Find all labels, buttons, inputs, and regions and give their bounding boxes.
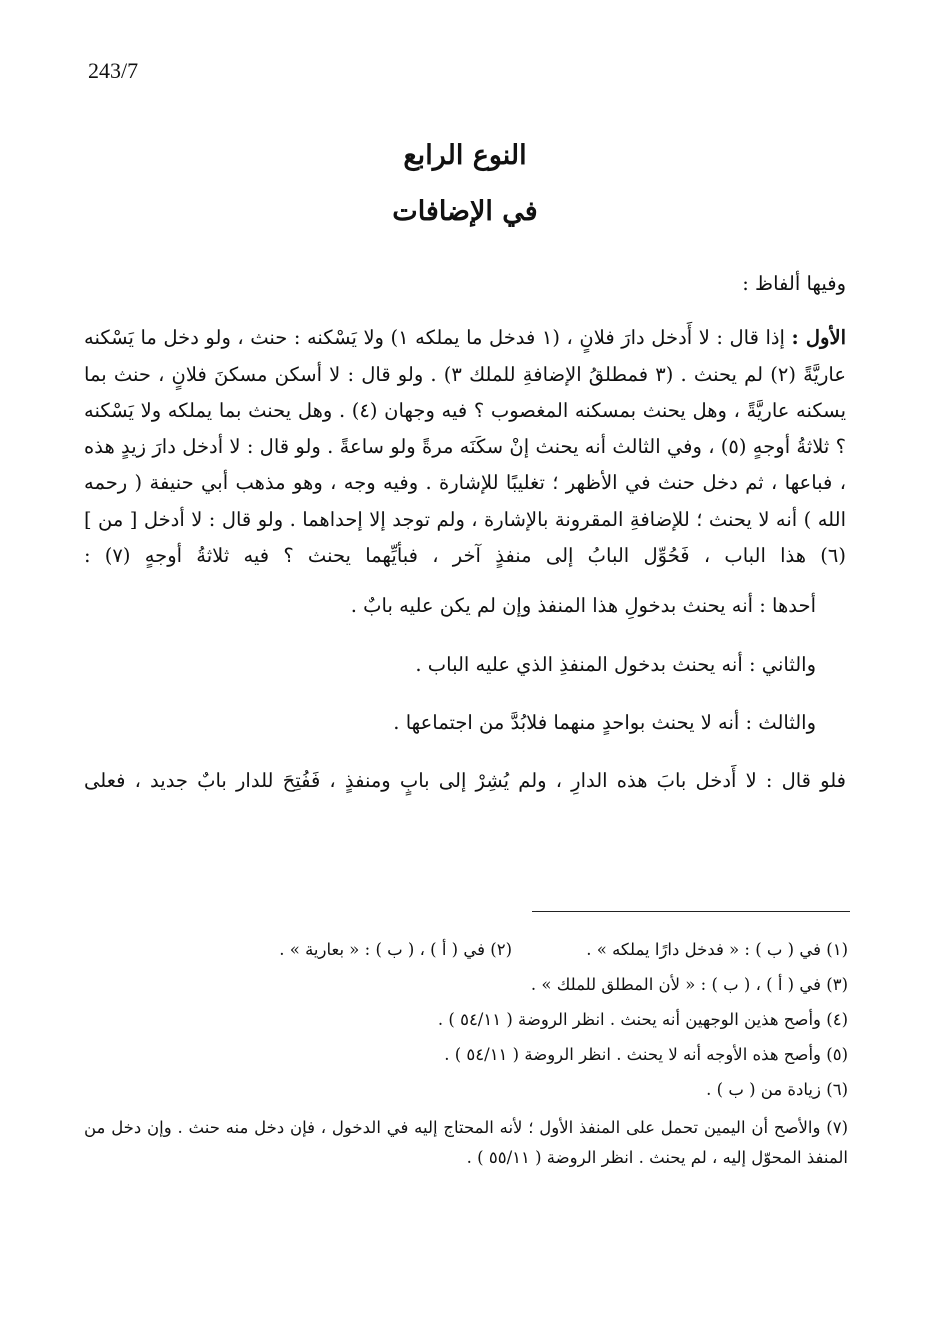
footnote-2: (٢) في ( أ ) ، ( ب ) : « بعارية » .: [279, 940, 512, 959]
page-number: 243/7: [88, 58, 139, 83]
footnote-6: (٦) زيادة من ( ب ) .: [706, 1080, 848, 1099]
chapter-title: النوع الرابع: [403, 140, 527, 171]
footnote-7-cont: المنفذ المحوّل إليه ، لم يحنث . انظر الروضة ( ٥٥/١١ ) .: [466, 1148, 848, 1167]
footnote-row: [84, 932, 848, 967]
first-label: الأول :: [791, 326, 846, 350]
intro-line: وفيها ألفاظ :: [742, 272, 846, 295]
chapter-subtitle: في الإضافات: [392, 196, 538, 227]
footnote-5: (٥) وأصح هذه الأوجه أنه لا يحنث . انظر الروضة ( ٥٤/١١ ) .: [444, 1045, 848, 1064]
paragraph-continuation: فلو قال : لا أَدخل بابَ هذه الدارِ ، ولم يُشِرْ إلى بابٍ ومنفذٍ ، فَفُتِحَ للدار بابٌ جديد ، فعلى: [84, 769, 846, 793]
footnote-3: (٣) في ( أ ) ، ( ب ) : « لأن المطلق للملك » .: [530, 975, 848, 994]
footnote-4: (٤) وأصح هذين الوجهين أنه يحنث . انظر الروضة ( ٥٤/١١ ) .: [437, 1010, 848, 1029]
main-text: [84, 266, 846, 800]
paragraph-first: [84, 320, 846, 574]
item-second: والثاني : أنه يحنث بدخول المنفذِ الذي عليه الباب .: [415, 652, 816, 676]
paragraph-first-text: إذا قال : لا أَدخل دارَ فلانٍ ، (١ فدخل ما يملكه ١) ولا يَسْكنه : حنث ، ولو دخل ما يَسْكنه عاريَّةً (٢) لم يحنث . (٣ فمطلقُ الإضافةِ للملك ٣) . ولو قال : لا أسكن مسكنَ فلانٍ ، حنث بما يسكنه عاريَّةً ، وهل يحنث بمسكنه المغصوب ؟ فيه وجهان (٤) . وهل يحنث بما يملكه ولا يَسْكنه ؟ ثلاثةُ أوجهٍ (٥) ، وفي الثالث أنه يحنث إنْ سكَنَه مرةً ولو ساعةً . ولو قال : لا أدخل دارَ زيدٍ هذه ، فباعها ، ثم دخل حنث في الأظهر ؛ تغليبًا للإشارة . وفيه وجه ، وهو مذهب أبي حنيفة ( رحمه الله ) أنه لا يحنث ؛ للإضافةِ المقرونة بالإشارة ، ولم توجد إلا إحداهما . ولو قال : لا أدخل [ من ] (٦) هذا الباب ، فَحُوِّل البابُ إلى منفذٍ آخر ، فبأيِّهما يحنث ؟ فيه ثلاثةُ أوجهٍ (٧) :: [84, 326, 846, 568]
item-first: أحدها : أنه يحنث بدخولِ هذا المنفذ وإن لم يكن عليه بابٌ .: [350, 594, 816, 618]
item-third: والثالث : أنه لا يحنث بواحدٍ منهما فلابُدَّ من اجتماعها .: [393, 710, 816, 734]
footnote-7: (٧) والأصح أن اليمين تحمل على المنفذ الأول ؛ لأنه المحتاج إليه في الدخول ، فإن دخل منه حنث . وإن دخل من: [84, 1118, 848, 1137]
footnote-divider: [532, 911, 850, 912]
footnote-1: (١) في ( ب ) : « فدخل دارًا يملكه » .: [586, 940, 848, 959]
footnotes: [84, 932, 848, 1173]
